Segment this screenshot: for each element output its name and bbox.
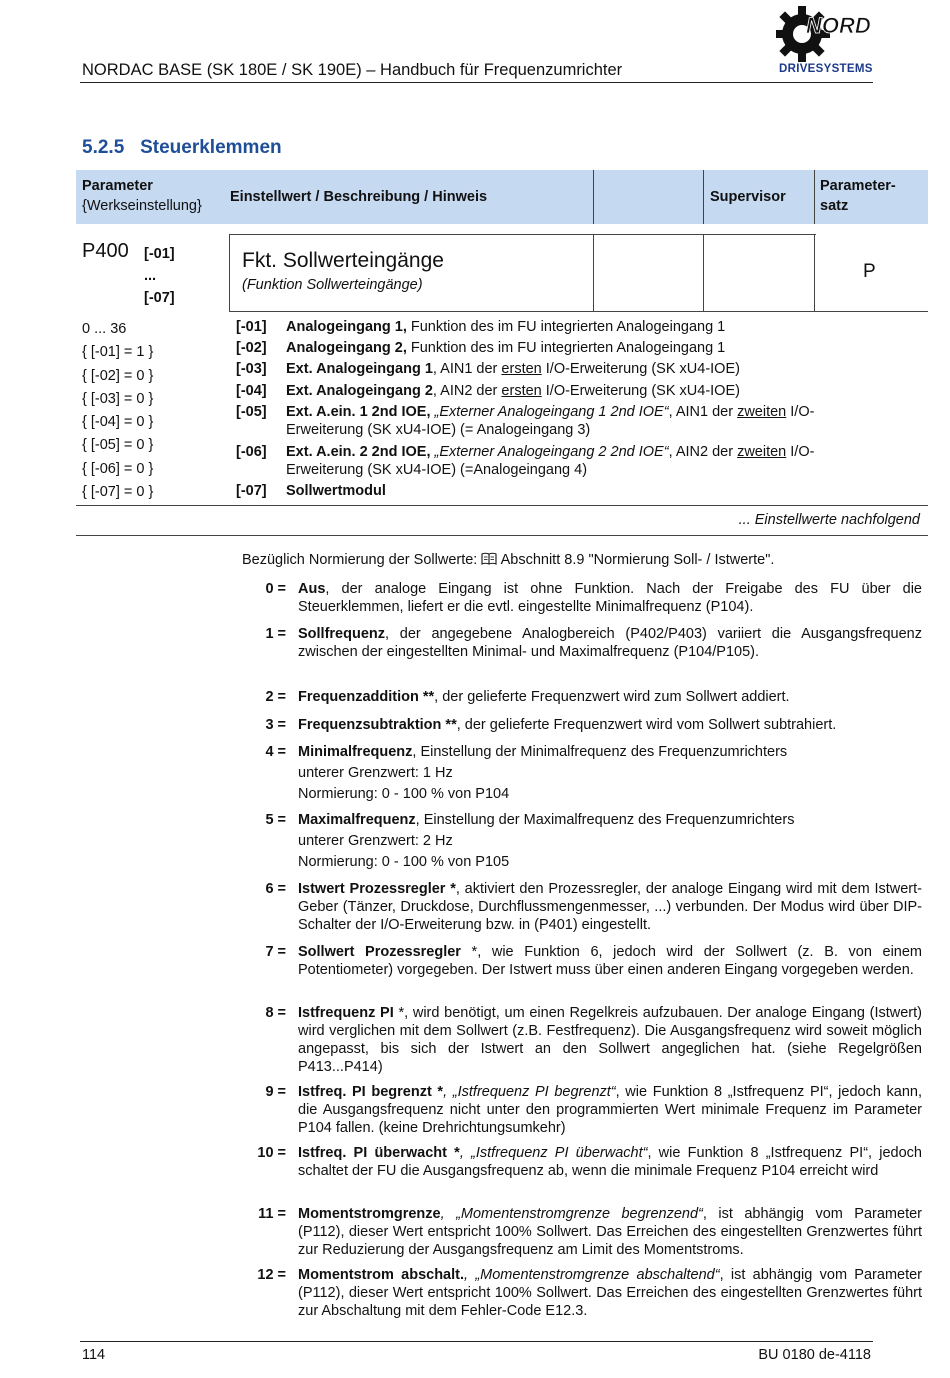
divider [814,170,815,224]
divider [703,170,704,224]
row-border [229,234,816,235]
divider [229,234,230,312]
default-value: { [-06] = 0 } [82,460,154,477]
divider [593,170,594,224]
section-title [82,137,282,159]
continued-note: ... Einstellwerte nachfolgend [738,512,920,528]
page-number: 114 [82,1347,106,1363]
row-border [76,505,928,506]
col-default-label: {Werkseinstellung} [82,198,202,214]
logo-subtitle: DRIVESYSTEMS [779,63,873,75]
document-number: BU 0180 de-4118 [758,1347,871,1363]
book-icon [481,552,497,565]
parameter-code: P400 [82,240,129,262]
parameter-defaults [82,318,153,504]
table-header [76,170,928,224]
parameter-subtitle: (Funktion Sollwerteingänge) [242,277,423,293]
logo-word: NORD [806,13,871,38]
row-border [229,311,928,312]
normalization-note: Bezüglich Normierung der Sollwerte: Abschnitt 8.9 "Normierung Soll- / Istwerte". [242,552,775,568]
divider [703,234,704,312]
col-description: Einstellwert / Beschreibung / Hinweis [230,189,488,205]
footer-rule [80,1341,873,1342]
parameter-set-value: P [863,261,876,282]
default-value: { [-03] = 0 } [82,390,154,407]
divider [593,234,594,312]
row-border [76,535,928,536]
value-range: 0 ... 36 [82,321,127,337]
document-title: NORDAC BASE (SK 180E / SK 190E) – Handbuch für Frequenzumrichter [82,61,623,79]
header-rule [80,82,873,83]
default-value: { [-05] = 0 } [82,437,154,454]
parameter-name: Fkt. Sollwerteingänge [242,249,444,272]
default-value: { [-02] = 0 } [82,367,154,384]
default-value: { [-01] = 1 } [82,344,154,361]
divider [814,234,815,312]
parameter-array-range: [-01] ... [-07] [144,246,175,306]
default-value: { [-07] = 0 } [82,484,154,501]
normalization-reference: Abschnitt 8.9 "Normierung Soll- / Istwerte". [500,552,775,568]
section-name: Steuerklemmen [140,137,282,158]
col-supervisor: Supervisor [710,189,786,205]
section-number: 5.2.5 [82,137,125,158]
default-value: { [-04] = 0 } [82,414,154,431]
col-parameter: Parameter {Werkseinstellung} [82,178,202,214]
col-parameter-set: Parameter- satz [820,178,896,214]
